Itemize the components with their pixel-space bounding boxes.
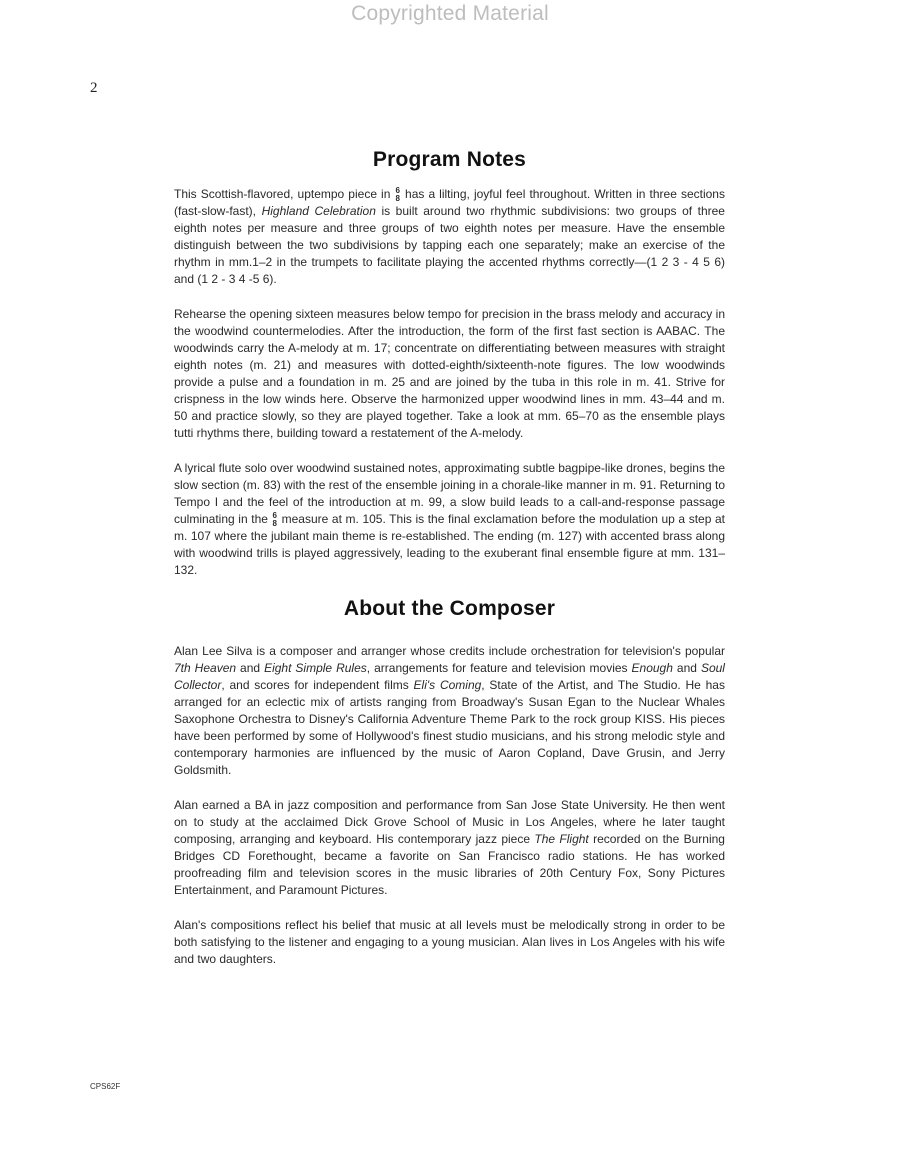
copyright-watermark: Copyrighted Material: [351, 2, 549, 25]
about-composer-paragraph-3: Alan's compositions reflect his belief that music at all levels must be melodically strong in order to be both satisfying to the listener and engaging to a young musician. Alan lives in Los Angeles with his wife and two daughters.: [174, 918, 725, 966]
page-number: 2: [90, 80, 98, 96]
program-notes-paragraph-1: This Scottish-flavored, uptempo piece in 6 8 has a lilting, joyful feel throughout. Written in three sections (fast-slow-fast), Highland Celebration is built around two rhythmic subdivisions: two groups of three eighth notes per measure and three groups of two eighth notes per measure. Have the ensemble distinguish between the two subdivisions by tapping each one separately; make an exercise of the rhythm in mm.1–2 in the trumpets to facilitate playing the accented rhythms correctly—(1 2 3 - 4 5 6) and (1 2 - 3 4 -5 6).: [174, 185, 725, 286]
program-notes-heading: Program Notes: [372, 148, 527, 171]
about-composer-paragraph-1: Alan Lee Silva is a composer and arranger whose credits include orchestration for television's popular 7th Heaven and Eight Simple Rules, arrangements for feature and television movies Enough and Soul Collector, and scores for independent films Eli's Coming, State of the Artist, and The Studio. He has arranged for an eclectic mix of artists ranging from Broadway's Susan Egan to the Nuclear Whales Saxophone Orchestra to Disney's California Adventure Theme Park to the rock group KISS. His pieces have been performed by some of Hollywood's finest studio musicians, and his strong melodic style and contemporary harmonies are influenced by the music of Aaron Copland, Dave Grusin, and Jerry Goldsmith.: [174, 644, 725, 777]
main-content: [174, 148, 725, 986]
program-notes-paragraph-3: A lyrical flute solo over woodwind sustained notes, approximating subtle bagpipe-like drones, begins the slow section (m. 83) with the rest of the ensemble joining in a chorale-like manner in m. 91. Returning to Tempo I and the feel of the introduction at m. 99, a slow build leads to a call-and-response passage culminating in the 6 8 measure at m. 105. This is the final exclamation before the modulation up a step at m. 107 where the jubilant main theme is re-established. The ending (m. 127) with accented brass along with woodwind trills is played aggressively, leading to the exuberant final ensemble figure at mm. 131–132.: [174, 461, 726, 577]
about-composer-paragraph-2: Alan earned a BA in jazz composition and performance from San Jose State University. He then went on to study at the acclaimed Dick Grove School of Music in Los Angeles, where he later taught composing, arranging and keyboard. His contemporary jazz piece The Flight recorded on the Burning Bridges CD Forethought, became a favorite on San Francisco radio stations. He has worked proofreading film and television scores in the music libraries of 20th Century Fox, Sony Pictures Entertainment, and Paramount Pictures.: [174, 798, 725, 897]
about-composer-heading: About the Composer: [343, 597, 556, 620]
time-signature-six-eight: 6 8: [395, 185, 400, 203]
catalog-code: CPS62F: [90, 1082, 121, 1091]
program-notes-paragraph-2: Rehearse the opening sixteen measures below tempo for precision in the brass melody and accuracy in the woodwind countermelodies. After the introduction, the form of the first fast section is AABAC. The woodwinds carry the A-melody at m. 17; concentrate on differentiating between measures with straight eighth notes (m. 21) and measures with dotted-eighth/sixteenth-note figures. The low woodwinds provide a pulse and a foundation in m. 25 and are joined by the tuba in this role in m. 41. Strive for crispness in the low winds here. Observe the harmonized upper woodwind lines in mm. 43–44 and m. 50 and practice slowly, so they are played together. Take a look at mm. 65–70 as the ensemble plays tutti rhythms there, building toward a restatement of the A-melody.: [174, 307, 725, 440]
time-signature-six-eight: 6 8: [272, 510, 277, 528]
